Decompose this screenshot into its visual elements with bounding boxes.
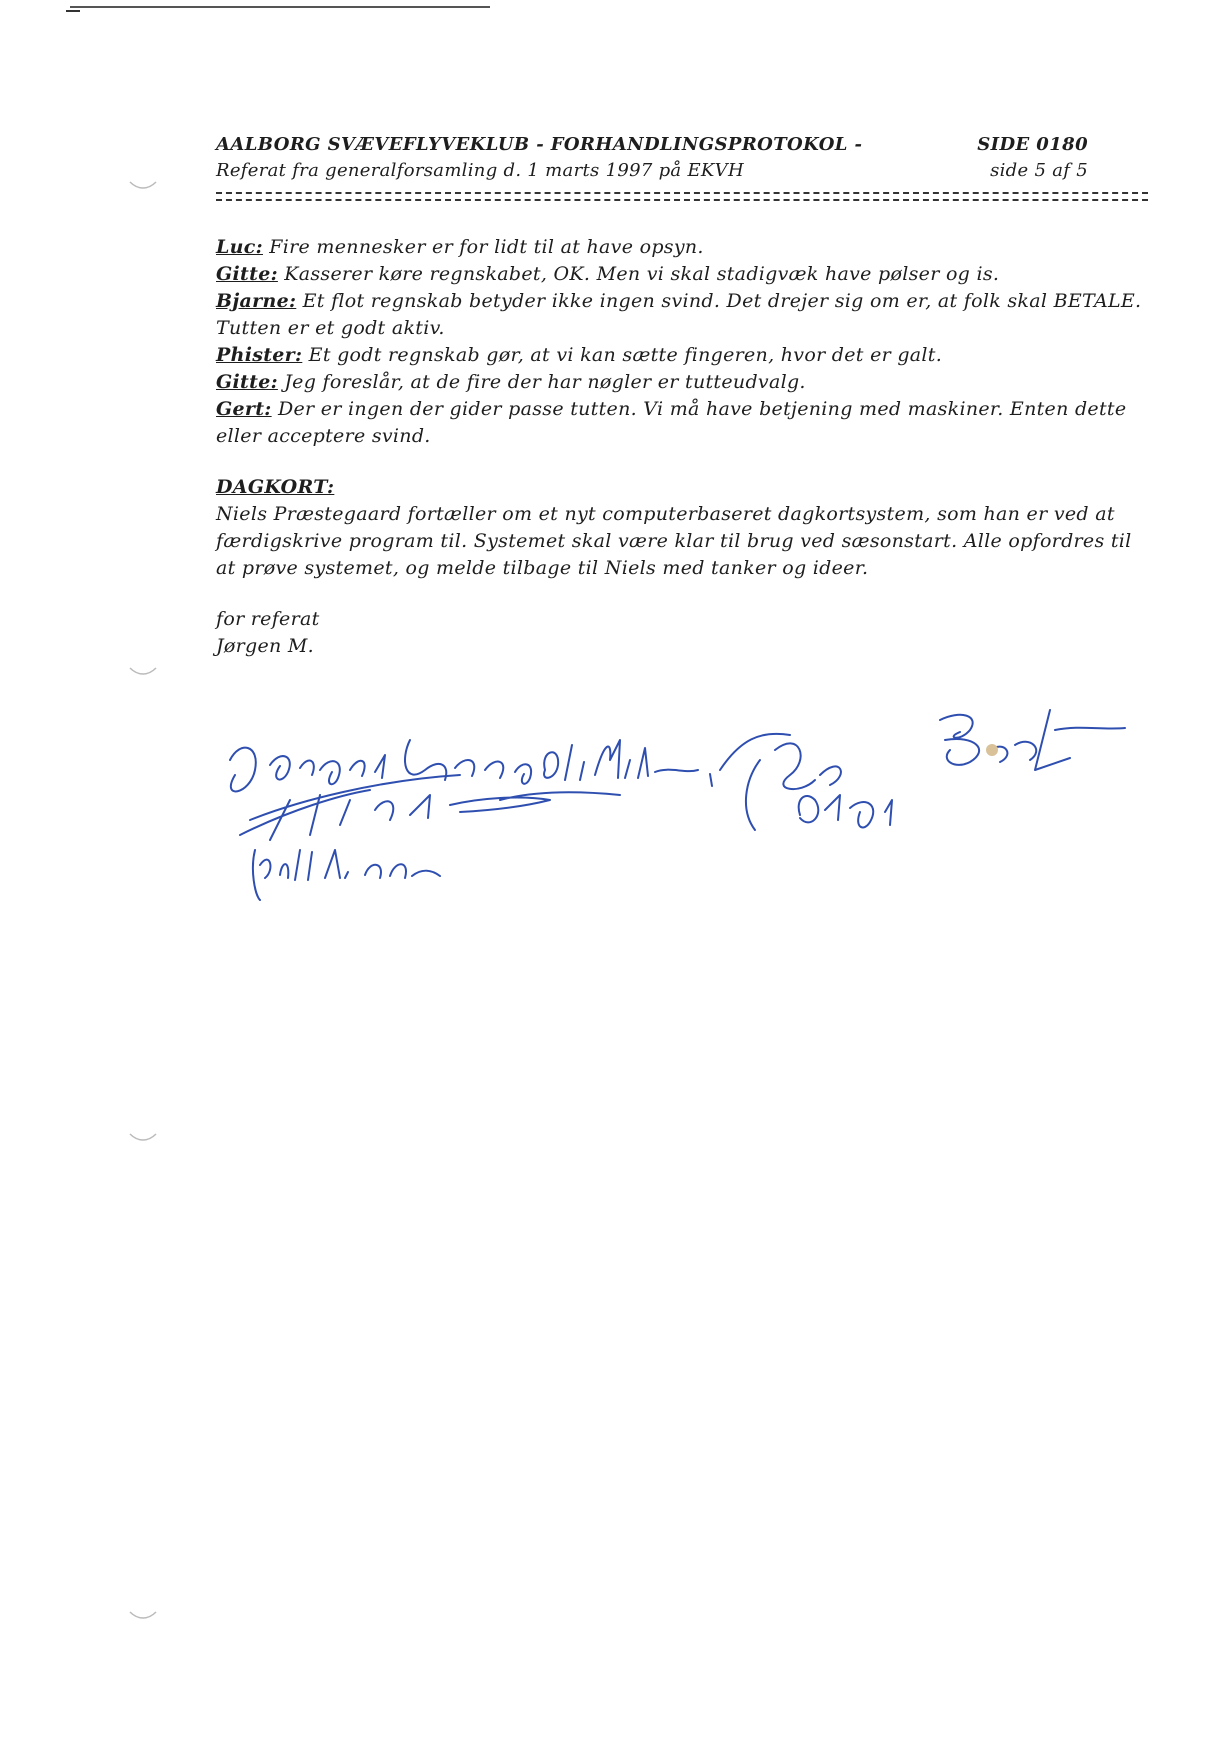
page-count: side 5 af 5 <box>990 160 1088 181</box>
punch-hole-mark <box>128 1130 158 1144</box>
closing-name: Jørgen M. <box>216 635 315 657</box>
statement-text: Jeg foreslår, at de fire der har nøgler er tutteudvalg. <box>277 371 806 393</box>
speaker-name: Phister: <box>216 344 303 366</box>
signature-right-1 <box>720 734 892 830</box>
top-edge-mark <box>66 10 80 12</box>
speaker-name: Gert: <box>216 398 272 420</box>
statement <box>216 288 1156 342</box>
speaker-name: Gitte: <box>216 371 278 393</box>
statement <box>216 396 1156 450</box>
statement <box>216 234 1156 261</box>
signature-gitte-andersen <box>253 850 440 900</box>
statement-text: Et flot regnskab betyder ikke ingen svind. Det drejer sig om er, at folk skal BETALE. Tutten er et godt aktiv. <box>216 290 1142 339</box>
speaker-name: Gitte: <box>216 263 278 285</box>
section-text: Niels Præstegaard fortæller om et nyt computerbaseret dagkortsystem, som han er ved at færdigskrive program til. Systemet skal være klar til brug ved sæsonstart. Alle opfordres til at prøve systemet, og melde tilbage til Niels med tanker og ideer. <box>216 503 1132 579</box>
statement <box>216 261 1156 288</box>
punch-hole-mark <box>128 1608 158 1622</box>
signature-right-2 <box>940 710 1125 770</box>
statement-text: Et godt regnskab gør, at vi kan sætte fingeren, hvor det er galt. <box>302 344 943 366</box>
statement-text: Der er ingen der gider passe tutten. Vi må have betjening med maskiner. Enten dette eller acceptere svind. <box>216 398 1127 447</box>
statement <box>216 369 1156 396</box>
speaker-name: Luc: <box>216 236 263 258</box>
document-title: AALBORG SVÆVEFLYVEKLUB - FORHANDLINGSPROTOKOL - <box>216 134 863 155</box>
top-edge-line <box>70 6 490 8</box>
statement-text: Kasserer køre regnskabet, OK. Men vi skal stadigvæk have pølser og is. <box>277 263 1000 285</box>
section-title: DAGKORT: <box>216 476 335 498</box>
punch-hole-mark <box>128 664 158 678</box>
closing <box>216 606 1156 660</box>
signature-scribble <box>240 775 620 840</box>
dagkort-section <box>216 474 1156 582</box>
closing-line: for referat <box>216 608 320 630</box>
speaker-name: Bjarne: <box>216 290 297 312</box>
signature-ole-nielsen <box>544 740 712 786</box>
statement <box>216 342 1156 369</box>
page-code: SIDE 0180 <box>977 134 1088 155</box>
document-subtitle: Referat fra generalforsamling d. 1 marts 1997 på EKVH <box>216 160 744 181</box>
statement-text: Fire mennesker er for lidt til at have opsyn. <box>262 236 704 258</box>
header-rule <box>216 192 1148 201</box>
header-left <box>216 132 862 184</box>
minutes-body <box>216 234 1156 660</box>
header-right <box>977 132 1088 184</box>
punch-hole-mark <box>128 178 158 192</box>
paper-spot <box>986 744 998 756</box>
signatures-area <box>200 700 1160 980</box>
